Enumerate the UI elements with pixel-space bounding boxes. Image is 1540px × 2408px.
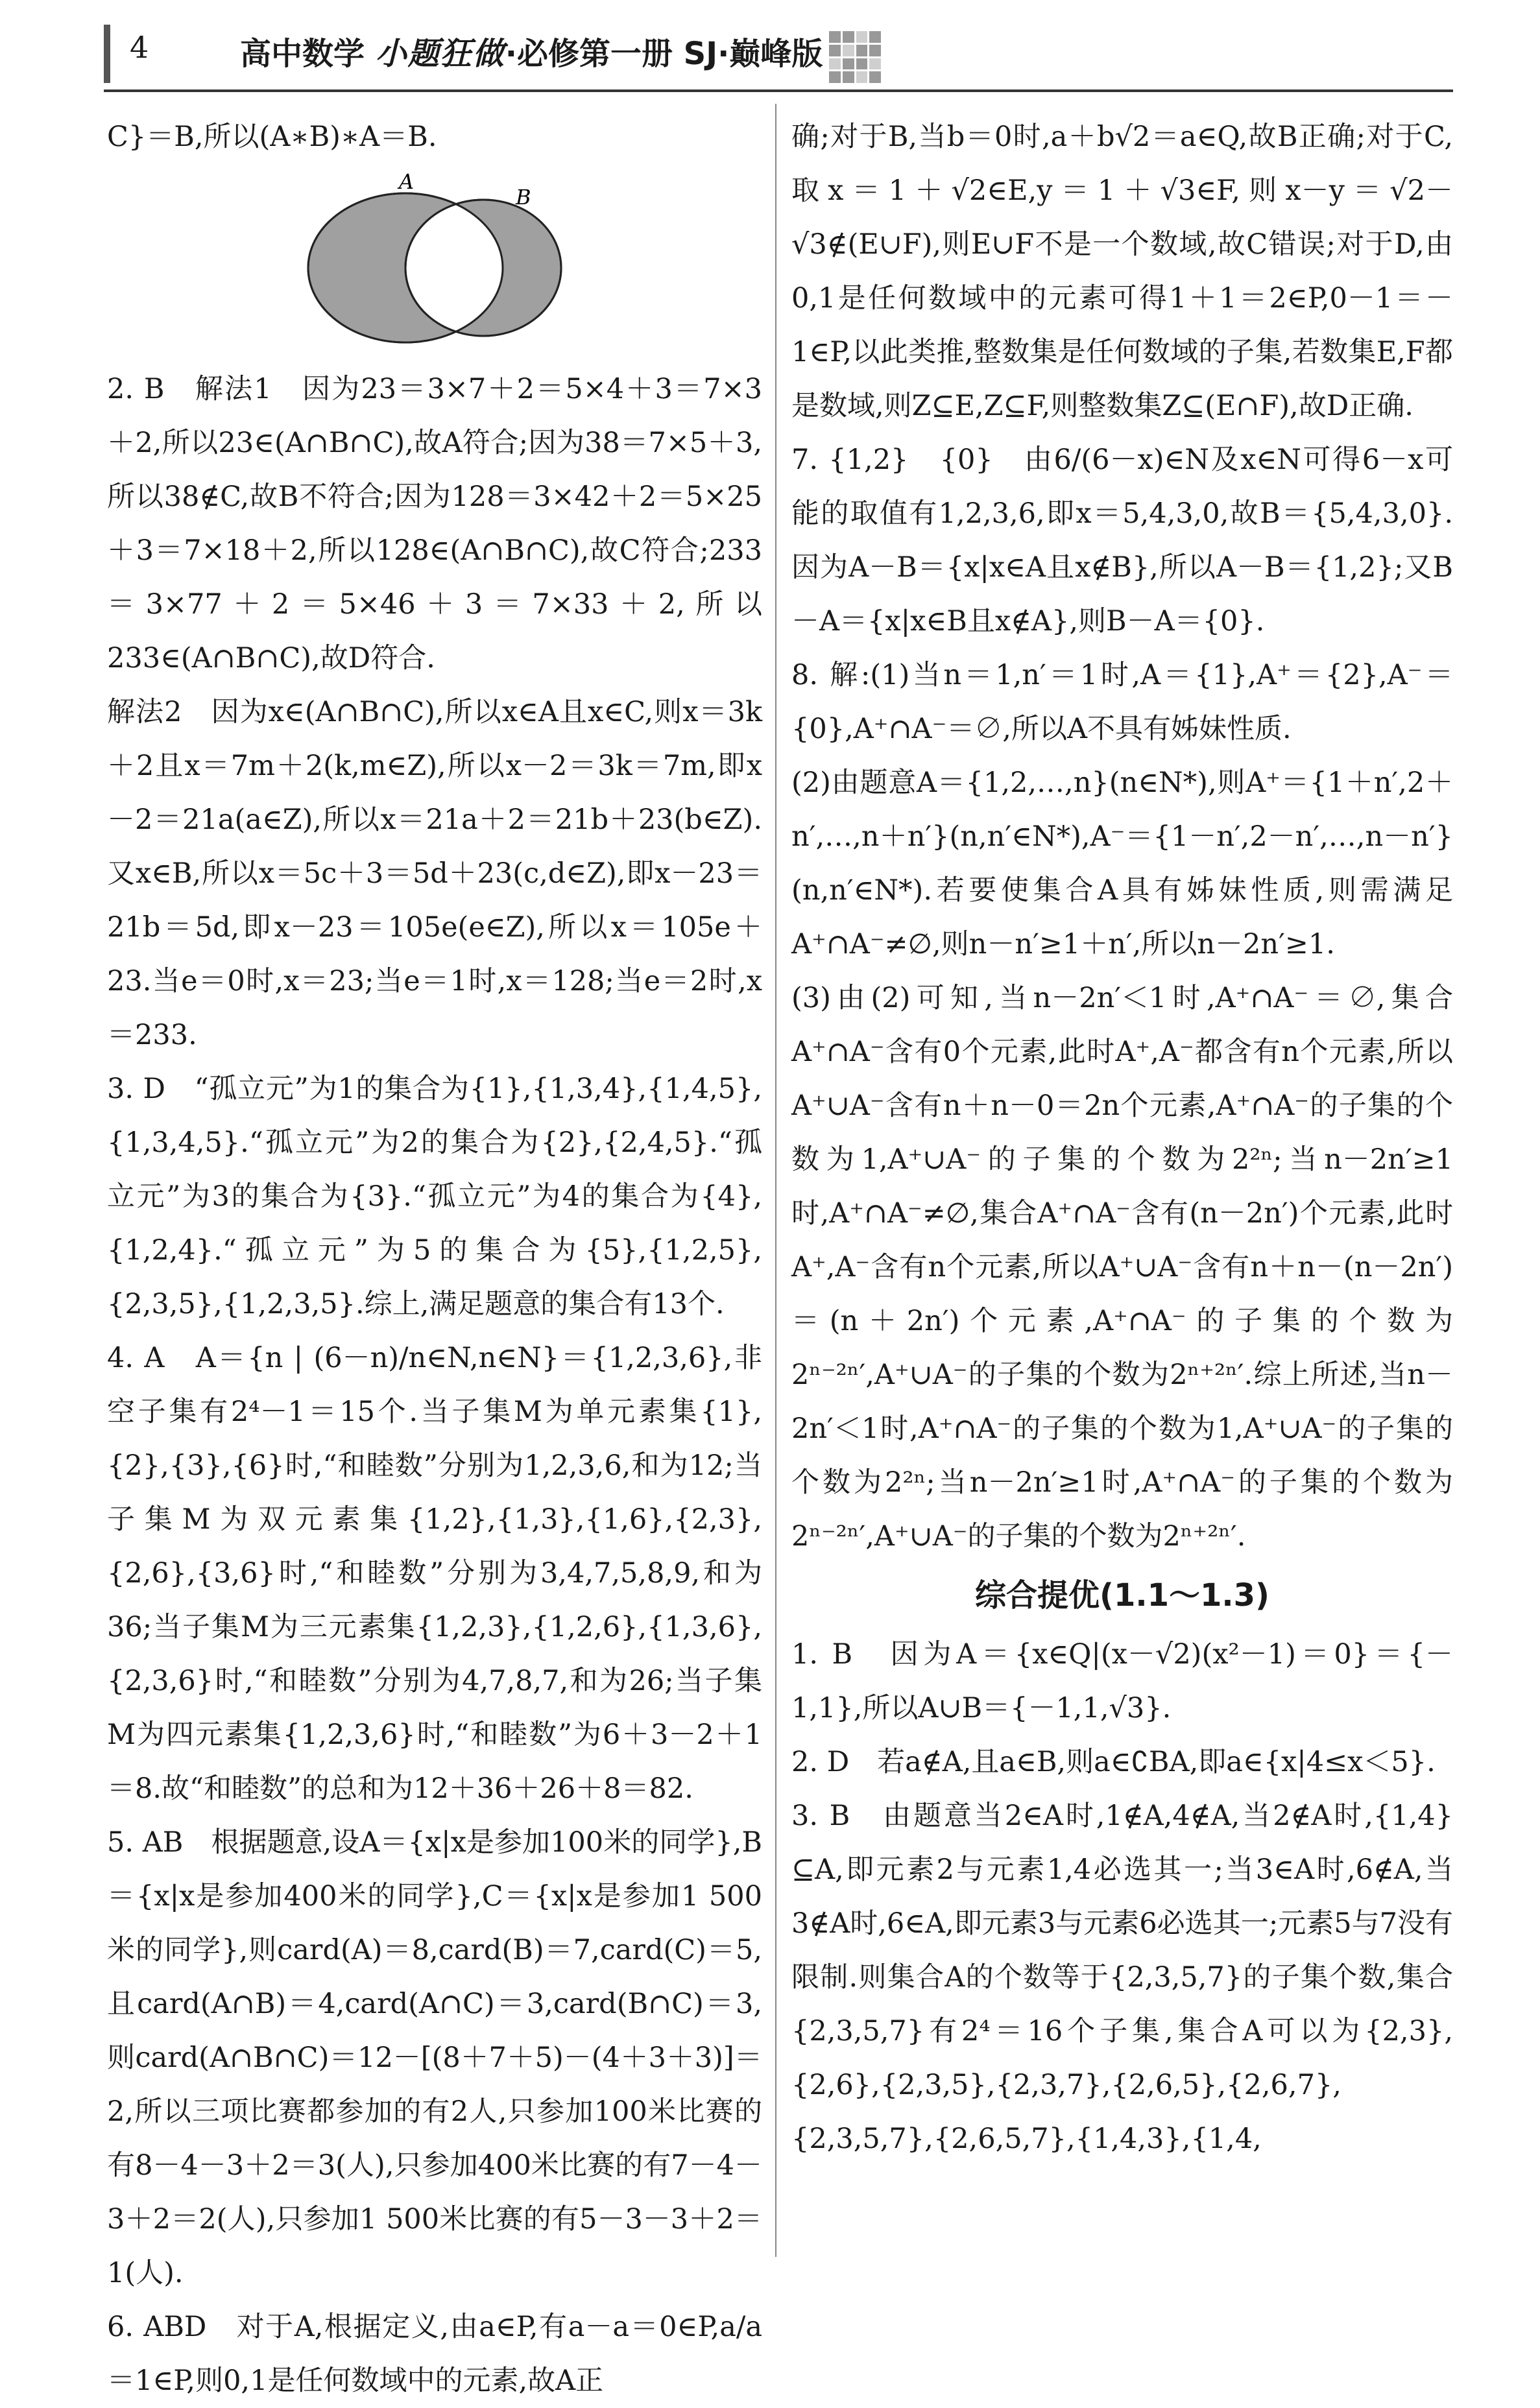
paragraph: C}＝B,所以(A∗B)∗A＝B.	[107, 121, 437, 153]
answer-8-part-3: (3)由(2)可知,当n－2n′＜1时,A⁺∩A⁻＝∅,集合A⁺∩A⁻含有0个元素,此时A⁺,A⁻都含有n个元素,所以A⁺∪A⁻含有n＋n－0＝2n个元素,A⁺∩A⁻的子集的个数为1,A⁺∪A⁻的子集的个数为2²ⁿ;当n－2n′≥1时,A⁺∩A⁻≠∅,集合A⁺∩A⁻含有(n－2n′)个元素,此时A⁺,A⁻含有n个元素,所以A⁺∪A⁻含有n＋n－(n－2n′)＝(n＋2n′)个元素,A⁺∩A⁻的子集的个数为2ⁿ⁻²ⁿ′,A⁺∪A⁻的子集的个数为2ⁿ⁺²ⁿ′.综上所述,当n－2n′＜1时,A⁺∩A⁻的子集的个数为1,A⁺∪A⁻的子集的个数为2²ⁿ;当n－2n′≥1时,A⁺∩A⁻的子集的个数为2ⁿ⁻²ⁿ′,A⁺∪A⁻的子集的个数为2ⁿ⁺²ⁿ′.	[791, 982, 1453, 1553]
venn-diagram	[302, 171, 581, 359]
answer-5: 5. AB 根据题意,设A＝{x|x是参加100米的同学},B＝{x|x是参加400米的同学},C＝{x|x是参加1 500米的同学},则card(A)＝8,card(B)＝7,card(C)＝5,且card(A∩B)＝4,card(A∩C)＝3,card(B∩C)＝3,则card(A∩B∩C)＝12－[(8＋7＋5)－(4＋3＋3)]＝2,所以三项比赛都参加的有2人,只参加100米比赛的有8－4－3＋2＝3(人),只参加400米比赛的有7－4－3＋2＝2(人),只参加1 500米比赛的有5－3－3＋2＝1(人).	[107, 1826, 762, 2289]
title-edition: ·必修第一册 SJ·巅峰版	[505, 36, 823, 72]
comp-answer-1: 1. B 因为A＝{x∈Q|(x－√2)(x²－1)＝0}＝{－1,1},所以A∪B＝{－1,1,√3}.	[791, 1638, 1453, 1724]
answer-8-part-1: 8. 解:(1)当n＝1,n′＝1时,A＝{1},A⁺＝{2},A⁻＝{0},A⁺∩A⁻＝∅,所以A不具有姊妹性质.	[791, 659, 1453, 745]
header-rule	[104, 89, 1453, 92]
header-pattern-icon	[829, 31, 881, 83]
answer-8-part-2: (2)由题意A＝{1,2,…,n}(n∈N*),则A⁺＝{1＋n′,2＋n′,…,n＋n′}(n,n′∈N*),A⁻＝{1－n′,2－n′,…,n－n′}(n,n′∈N*).若要使集合A具有姊妹性质,则需满足A⁺∩A⁻≠∅,则n－n′≥1＋n′,所以n－2n′≥1.	[791, 767, 1453, 960]
answer-4: 4. A A＝{n | (6－n)/n∈N,n∈N}＝{1,2,3,6},非空子集有2⁴－1＝15个.当子集M为单元素集{1},{2},{3},{6}时,“和睦数”分别为1,2,3,6,和为12;当子集M为双元素集{1,2},{1,3},{1,6},{2,3},{2,6},{3,6}时,“和睦数”分别为3,4,7,5,8,9,和为36;当子集M为三元素集{1,2,3},{1,2,6},{1,3,6},{2,3,6}时,“和睦数”分别为4,7,8,7,和为26;当子集M为四元素集{1,2,3,6}时,“和睦数”为6＋3－2＋1＝8.故“和睦数”的总和为12＋36＋26＋8＝82.	[107, 1342, 762, 1805]
comp-answer-3: 3. B 由题意当2∈A时,1∉A,4∉A,当2∉A时,{1,4}⊆A,即元素2与元素1,4必选其一;当3∈A时,6∉A,当3∉A时,6∈A,即元素3与元素6必选其一;元素5与7没有限制.则集合A的个数等于{2,3,5,7}的子集个数,集合{2,3,5,7}有2⁴＝16个子集,集合A可以为{2,3},{2,6},{2,3,5},{2,3,7},{2,6,5},{2,6,7},{2,3,5,7},{2,6,5,7},{1,4,3},{1,4,	[791, 1800, 1453, 2155]
title-subject: 高中数学	[240, 36, 376, 72]
page-number: 4	[130, 30, 149, 65]
section-title: 综合提优(1.1～1.3)	[975, 1577, 1269, 1614]
header-bar	[104, 25, 110, 83]
page-header	[104, 18, 1453, 95]
answer-7: 7. {1,2} {0} 由6/(6－x)∈N及x∈N可得6－x可能的取值有1,2,3,6,即x＝5,4,3,0,故B＝{5,4,3,0}.因为A－B＝{x|x∈A且x∉B},所以A－B＝{1,2};又B－A＝{x|x∈B且x∉A},则B－A＝{0}.	[791, 444, 1453, 638]
column-divider	[775, 104, 776, 2257]
answer-6: 6. ABD 对于A,根据定义,由a∈P,有a－a＝0∈P,a/a＝1∈P,则0,1是任何数域中的元素,故A正	[107, 2311, 762, 2397]
book-title	[240, 29, 823, 73]
venn-label-a: A	[399, 171, 415, 194]
comp-answer-2: 2. D 若a∉A,且a∈B,则a∈∁BA,即a∈{x|4≤x＜5}.	[791, 1746, 1436, 1778]
answer-2: 2. B 解法1 因为23＝3×7＋2＝5×4＋3＝7×3＋2,所以23∈(A∩B∩C),故A符合;因为38＝7×5＋3,所以38∉C,故B不符合;因为128＝3×42＋2＝5×25＋3＝7×18＋2,所以128∈(A∩B∩C),故C符合;233＝3×77＋2＝5×46＋3＝7×33＋2,所以233∈(A∩B∩C),故D符合.	[107, 373, 762, 674]
answer-6-cont: 确;对于B,当b＝0时,a＋b√2＝a∈Q,故B正确;对于C,取x＝1＋√2∈E,y＝1＋√3∈F,则x－y＝√2－√3∉(E∪F),则E∪F不是一个数域,故C错误;对于D,由0,1是任何数域中的元素可得1＋1＝2∈P,0－1＝－1∈P,以此类推,整数集是任何数域的子集,若数集E,F都是数域,则Z⊆E,Z⊆F,则整数集Z⊆(E∩F),故D正确.	[791, 121, 1453, 422]
right-column	[791, 110, 1453, 2166]
answer-2-method-2: 解法2 因为x∈(A∩B∩C),所以x∈A且x∈C,则x＝3k＋2且x＝7m＋2(k,m∈Z),所以x－2＝3k＝7m,即x－2＝21a(a∈Z),所以x＝21a＋2＝21b＋23(b∈Z).又x∈B,所以x＝5c＋3＝5d＋23(c,d∈Z),即x－23＝21b＝5d,即x－23＝105e(e∈Z),所以x＝105e＋23.当e＝0时,x＝23;当e＝1时,x＝128;当e＝2时,x＝233.	[107, 696, 762, 1051]
answer-3: 3. D “孤立元”为1的集合为{1},{1,3,4},{1,4,5},{1,3,4,5}.“孤立元”为2的集合为{2},{2,4,5}.“孤立元”为3的集合为{3}.“孤立元”为4的集合为{4},{1,2,4}.“孤立元”为5的集合为{5},{1,2,5},{2,3,5},{1,2,3,5}.综上,满足题意的集合有13个.	[107, 1073, 762, 1320]
left-column	[107, 110, 762, 2408]
venn-label-b: B	[516, 185, 531, 209]
title-brand: 小题狂做	[375, 36, 505, 72]
